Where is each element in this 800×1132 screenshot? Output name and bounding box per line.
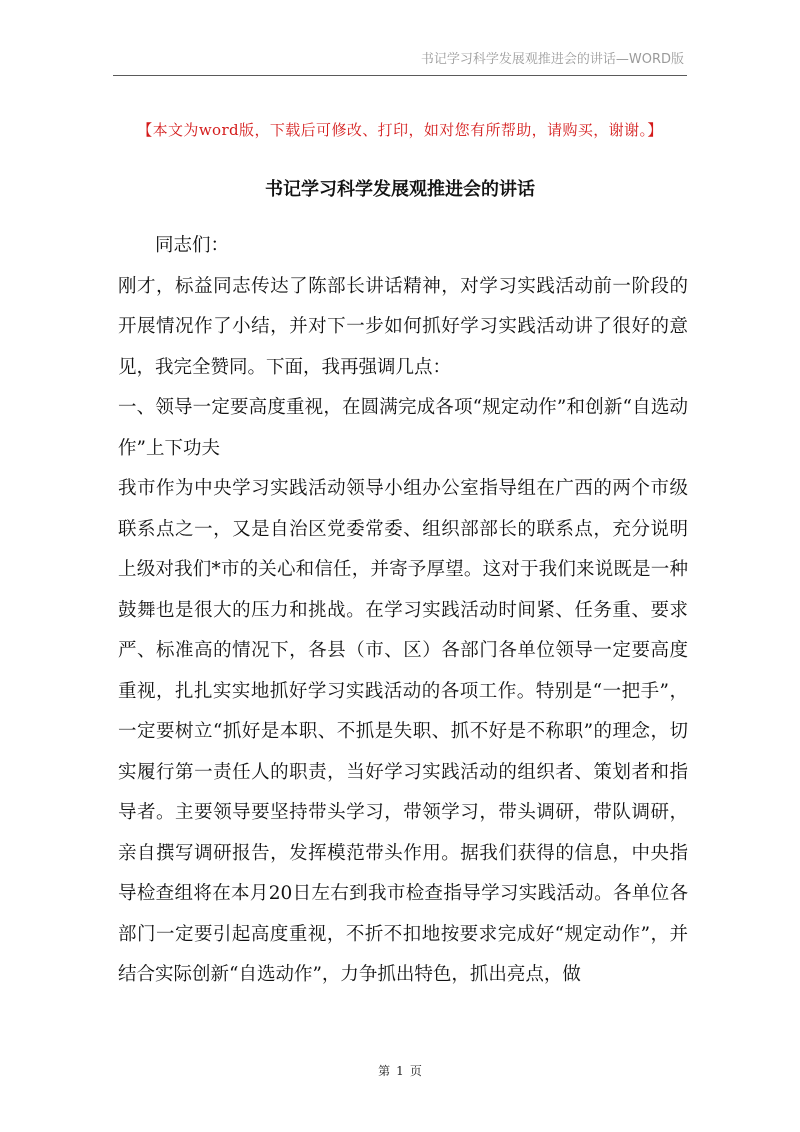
section-heading-1: 一、领导一定要高度重视，在圆满完成各项“规定动作”和创新“自选动作”上下功夫 — [118, 397, 688, 459]
page-number: 1 — [396, 1064, 404, 1078]
purchase-notice: 【本文为word版，下载后可修改、打印，如对您有所帮助，请购买，谢谢。】 — [137, 121, 663, 139]
salutation: 同志们： — [155, 235, 230, 256]
paragraph-section-1: 我市作为中央学习实践活动领导小组办公室指导组在广西的两个市级联系点之一，又是自治区党委常委、组织部部长的联系点，充分说明上级对我们*市的关心和信任，并寄予厚望。这对于我们来说既是一种鼓舞也是很大的压力和挑战。在学习实践活动时间紧、任务重、要求严、标准高的情况下，各县（市、区）各部门各单位领导一定要高度重视，扎扎实实地抓好学习实践活动的各项工作。特别是“一把手”，一定要树立“抓好是本职、不抓是失职、抓不好是不称职”的理念，切实履行第一责任人的职责，当好学习实践活动的组织者、策划者和指导者。主要领导要坚持带头学习，带领学习，带头调研，带队调研，亲自撰写调研报告，发挥模范带头作用。据我们获得的信息，中央指导检查组将在本月20日左右到我市检查指导学习实践活动。各单位各部门一定要引起高度重视，不折不扣地按要求完成好“规定动作”，并结合实际创新“自选动作”，力争抓出特色，抓出亮点，做 — [118, 478, 688, 985]
header-divider — [113, 75, 687, 76]
running-header: 书记学习科学发展观推进会的讲话—WORD版 — [420, 52, 684, 67]
footer-suffix: 页 — [409, 1064, 422, 1078]
document-title: 书记学习科学发展观推进会的讲话 — [265, 179, 535, 200]
page-footer — [0, 1062, 800, 1079]
document-body — [118, 226, 688, 996]
footer-prefix: 第 — [378, 1064, 391, 1078]
paragraph-intro: 刚才，标益同志传达了陈部长讲话精神，对学习实践活动前一阶段的开展情况作了小结，并对下一步如何抓好学习实践活动讲了很好的意见，我完全赞同。下面，我再强调几点： — [118, 275, 688, 378]
